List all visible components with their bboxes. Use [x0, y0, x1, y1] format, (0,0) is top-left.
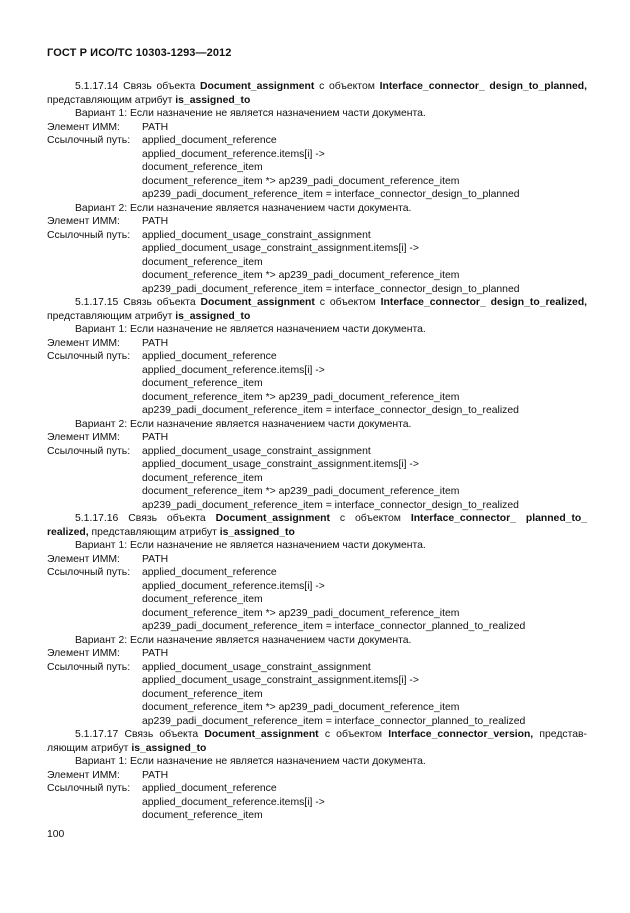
- path-line: document_reference_item: [142, 378, 263, 389]
- entity-name: Interface_connector_ planned_to_: [410, 513, 588, 524]
- path-line: applied_document_usage_constraint_assignment.items[i] ->: [142, 243, 419, 254]
- section-heading-cont: представляющим атрибут is_assigned_to: [47, 310, 251, 322]
- path-line: applied_document_reference.items[i] ->: [142, 148, 325, 160]
- path-line: document_reference_item: [142, 472, 263, 484]
- document-header: ГОСТ Р ИСО/ТС 10303-1293—2012: [47, 47, 232, 59]
- path-row: Ссылочный путь: applied_document_usage_constraint_assignment: [47, 661, 371, 673]
- element-row: Элемент ИММ: PATH: [47, 648, 169, 659]
- path-row: Ссылочный путь: applied_document_usage_constraint_assignment: [47, 229, 371, 241]
- path-line: ap239_padi_document_reference_item = interface_connector_planned_to_realized: [142, 621, 526, 632]
- path-line: applied_document_usage_constraint_assignment.items[i] ->: [142, 675, 419, 686]
- attribute-name: is_assigned_to: [175, 94, 251, 106]
- section-number: 5.1.17.17: [75, 729, 119, 740]
- section-heading-cont: ляющим атрибут is_assigned_to: [47, 742, 207, 754]
- section-number: 5.1.17.16: [75, 513, 119, 524]
- section-5-1-17-14: [47, 80, 587, 296]
- section-heading: 5.1.17.14 Связь объекта Document_assignment с объектом Interface_connector_ design_to_planned,: [75, 81, 588, 92]
- section-5-1-17-15: [47, 296, 587, 512]
- path-row: Ссылочный путь: applied_document_reference: [47, 783, 277, 794]
- path-row: Ссылочный путь: applied_document_reference: [47, 135, 277, 146]
- section-heading-cont: представляющим атрибут is_assigned_to: [47, 94, 251, 106]
- path-row: Ссылочный путь: applied_document_usage_constraint_assignment: [47, 445, 371, 457]
- path-line: ap239_padi_document_reference_item = interface_connector_design_to_planned: [142, 283, 520, 295]
- section-heading: 5.1.17.16 Связь объекта Document_assignment с объектом Interface_connector_ planned_to_: [75, 513, 588, 524]
- entity-name: Document_assignment: [215, 513, 330, 524]
- entity-name: Interface_connector_ design_to_planned,: [379, 81, 588, 92]
- section-heading: 5.1.17.17 Связь объекта Document_assignment с объектом Interface_connector_version, представ-: [75, 729, 587, 740]
- section-heading-cont: realized, представляющим атрибут is_assigned_to: [47, 526, 295, 538]
- path-line: document_reference_item: [142, 256, 263, 268]
- entity-name: Document_assignment: [200, 81, 315, 92]
- section-5-1-17-17: [47, 728, 587, 823]
- element-row: Элемент ИММ: PATH: [47, 553, 169, 565]
- element-row: Элемент ИММ: PATH: [47, 337, 169, 349]
- element-row: Элемент ИММ: PATH: [47, 121, 169, 133]
- element-row: Элемент ИММ: PATH: [47, 769, 169, 781]
- entity-name: Document_assignment: [200, 297, 315, 308]
- path-line: document_reference_item: [142, 810, 263, 821]
- entity-name: Document_assignment: [204, 729, 319, 740]
- path-line: document_reference_item: [142, 594, 263, 605]
- variant-heading: Вариант 1: Если назначение не является назначением части документа.: [75, 324, 426, 335]
- path-line: document_reference_item *> ap239_padi_document_reference_item: [142, 270, 460, 281]
- attribute-name: is_assigned_to: [175, 310, 251, 322]
- variant-heading: Вариант 2: Если назначение является назначением части документа.: [75, 418, 412, 430]
- path-line: document_reference_item: [142, 162, 263, 173]
- element-row: Элемент ИММ: PATH: [47, 432, 169, 443]
- path-line: document_reference_item *> ap239_padi_document_reference_item: [142, 607, 460, 619]
- entity-name: Interface_connector_version,: [388, 729, 534, 740]
- section-5-1-17-16: [47, 512, 587, 728]
- path-line: document_reference_item: [142, 688, 263, 700]
- page-number: 100: [47, 829, 65, 840]
- path-line: document_reference_item *> ap239_padi_document_reference_item: [142, 391, 460, 403]
- variant-heading: Вариант 2: Если назначение является назначением части документа.: [75, 634, 412, 646]
- section-heading: 5.1.17.15 Связь объекта Document_assignment с объектом Interface_connector_ design_to_realized,: [75, 297, 588, 308]
- entity-name: Interface_connector_ design_to_realized,: [380, 297, 588, 308]
- path-line: ap239_padi_document_reference_item = interface_connector_design_to_realized: [142, 499, 519, 511]
- path-line: ap239_padi_document_reference_item = interface_connector_design_to_planned: [142, 189, 520, 200]
- path-line: ap239_padi_document_reference_item = interface_connector_planned_to_realized: [142, 715, 526, 727]
- path-line: applied_document_reference.items[i] ->: [142, 364, 325, 376]
- variant-heading: Вариант 1: Если назначение не является назначением части документа.: [75, 108, 426, 119]
- attribute-name: is_assigned_to: [219, 526, 295, 538]
- section-number: 5.1.17.14: [75, 81, 119, 92]
- path-line: ap239_padi_document_reference_item = interface_connector_design_to_realized: [142, 405, 519, 416]
- element-row: Элемент ИММ: PATH: [47, 216, 169, 227]
- path-line: document_reference_item *> ap239_padi_document_reference_item: [142, 486, 460, 497]
- document-body: [47, 80, 587, 823]
- variant-heading: Вариант 1: Если назначение не является назначением части документа.: [75, 540, 426, 551]
- section-number: 5.1.17.15: [75, 297, 119, 308]
- path-line: applied_document_usage_constraint_assignment.items[i] ->: [142, 459, 419, 470]
- variant-heading: Вариант 2: Если назначение является назначением части документа.: [75, 202, 412, 214]
- path-row: Ссылочный путь: applied_document_reference: [47, 567, 277, 578]
- variant-heading: Вариант 1: Если назначение не является назначением части документа.: [75, 756, 426, 767]
- path-line: document_reference_item *> ap239_padi_document_reference_item: [142, 702, 460, 713]
- path-line: applied_document_reference.items[i] ->: [142, 796, 325, 808]
- path-row: Ссылочный путь: applied_document_reference: [47, 351, 277, 362]
- attribute-name: is_assigned_to: [131, 742, 207, 754]
- path-line: document_reference_item *> ap239_padi_document_reference_item: [142, 175, 460, 187]
- path-line: applied_document_reference.items[i] ->: [142, 580, 325, 592]
